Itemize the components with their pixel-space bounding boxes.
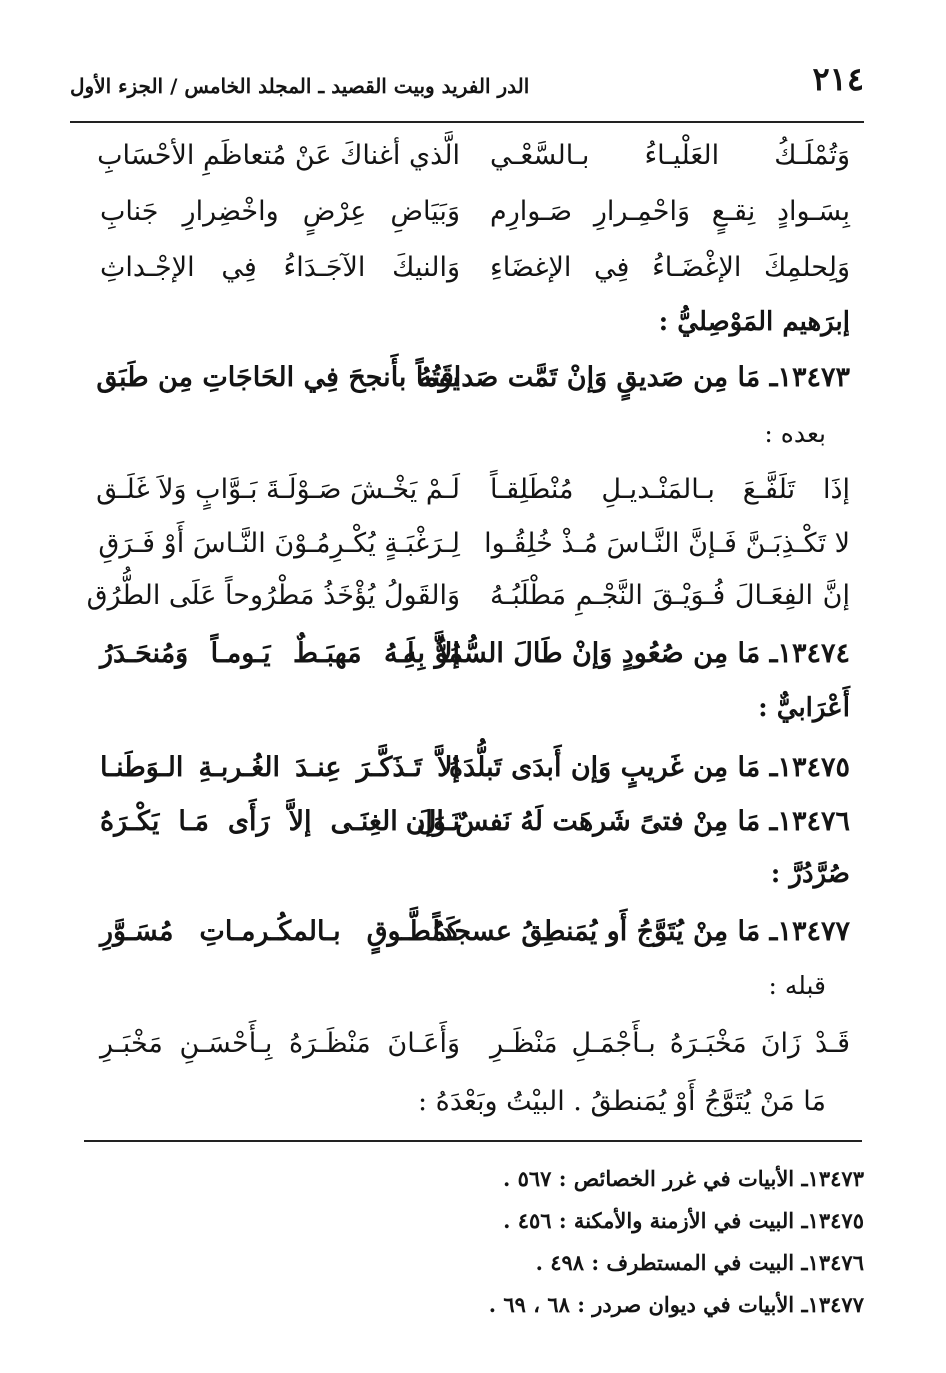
numbered-verse: [100, 628, 850, 680]
second-hemistich: الَّذي أغناكَ عَنْ مُتعاظَمِ الأحْسَابِ: [97, 140, 460, 171]
first-hemistich: قَـدْ زَانَ مَخْبَـرَهُ بـأَجْمَـلِ مَنْظَـرِ: [490, 1028, 850, 1059]
second-hemistich: لَـمْ يَخْـشَ صَـوْلَـةَ بَـوَّابٍ وَلاَ غَلَـق: [96, 474, 460, 505]
numbered-verse: [100, 906, 850, 958]
header-divider: [70, 121, 864, 123]
second-hemistich: وَبَيَاضِ عِرْضٍ واخْضِرارِ جَنابِ: [100, 196, 460, 227]
first-hemistich: ١٣٤٧٦ـ مَا مِنْ فتىً شَرهَت لَهُ نَفسٌ وَإن: [405, 806, 850, 837]
first-hemistich: ١٣٤٧٥ـ مَا مِن غَريبٍ وَإن أَبدَى تَبلُّدَهُ: [448, 752, 850, 783]
page-number: ٢١٤: [812, 60, 864, 98]
poet-name: أَعْرَابيٌّ :: [758, 693, 850, 723]
numbered-verse: [100, 742, 850, 794]
section-note: بعده :: [764, 419, 826, 448]
second-hemistich: كَمُطَّـوقٍ بـالمكُـرمـاتِ مُسَـوَّرِ: [100, 916, 460, 947]
second-hemistich: وَالقَولُ يُؤْخَذُ مَطْرُوحاً عَلَى الطُّرُق: [86, 580, 460, 611]
first-hemistich: لا تَكْـذِبَـنَّ فَـإنَّ النَّـاسَ مُـذْ خُلِقُـوا: [484, 528, 850, 559]
first-hemistich: بِسَـوادٍ نِقـعٍ وَاحْمِـرارِ صَـوارِم: [490, 196, 850, 227]
footnote: ١٣٤٧٦ـ البيت في المستطرف : ٤٩٨ .: [535, 1250, 864, 1275]
verse-line: [96, 464, 850, 516]
section-note: قبله :: [768, 971, 826, 1000]
running-title: الدر الفريد وبيت القصيد ـ المجلد الخامس / الجزء الأول: [70, 74, 530, 98]
second-hemistich: لِـرَغْبَـةٍ يُكْـرِمُـوْنَ النَّـاسَ أَوْ فَـرَقِ: [98, 528, 460, 559]
footnote: ١٣٤٧٣ـ الأبيات في غرر الخصائص : ٥٦٧ .: [502, 1166, 864, 1191]
second-hemistich: إلاَّ لَـهُ مَهبَـطٌ يَـومـاً وَمُنحَـدَرُ: [100, 638, 460, 669]
first-hemistich: وَلِحلمِكَ الإغْضَـاءُ فِي الإغضَاءِ: [490, 252, 850, 283]
verse-line: [86, 570, 850, 622]
numbered-verse: [96, 352, 850, 404]
prose-line: مَا مَنْ يُتَوَّجُ أَوْ يُمَنطقُ . البيْتُ وبَعْدَهُ :: [418, 1086, 826, 1117]
verse-line: [100, 518, 850, 570]
first-hemistich: ١٣٤٧٤ـ مَا مِن صُعُودٍ وَإنْ طَالَ السُّمُوُّ بِهِ: [403, 638, 850, 669]
footnote: ١٣٤٧٧ـ الأبيات في ديوان صردر : ٦٨ ، ٦٩ .: [488, 1292, 864, 1317]
first-hemistich: ١٣٤٧٣ـ مَا مِن صَديقٍ وَإنْ تَمَّت صَداقَتُهُ: [418, 362, 850, 393]
numbered-verse: [100, 796, 850, 848]
first-hemistich: إنَّ الفِعَـالَ فُـوَيْـقَ النَّجْـمِ مَطْلَبُـهُ: [490, 580, 850, 611]
page-header: [70, 52, 864, 108]
verse-line: [100, 242, 850, 294]
verse-line: [100, 186, 850, 238]
second-hemistich: وَالنيكَ الآجَـدَاءُ فِي الإجْـداثِ: [100, 252, 460, 283]
second-hemistich: وَأَعَـانَ مَنْظَـرَهُ بِـأَحْسَـنِ مَخْبَـرِ: [100, 1028, 460, 1059]
first-hemistich: وَتُمْلَـكُ العَلْيـاءُ بـالسَّعْـي: [490, 140, 850, 171]
second-hemistich: إلاَّ تَـذَكَّـرَ عِنـدَ الغُـربـةِ الـوَطَنـا: [100, 752, 460, 783]
footnote: ١٣٤٧٥ـ البيت في الأزمنة والأمكنة : ٤٥٦ .: [503, 1208, 864, 1233]
second-hemistich: نَـالَ الغِنَـى إلاَّ رَأَى مَـا يَكْـرَهُ: [100, 806, 460, 837]
verse-line: [97, 130, 850, 182]
poet-name: إبرَهيم المَوْصِليُّ :: [658, 307, 850, 337]
second-hemistich: يوماً بأَنجحَ فِي الحَاجَاتِ مِن طَبَق: [96, 362, 460, 393]
poet-name: صُرَّدُرَّ :: [770, 859, 850, 889]
footnotes: [84, 1158, 864, 1326]
footnote-divider: [84, 1140, 862, 1142]
verse-line: [100, 1018, 850, 1070]
first-hemistich: إذَا تَلَفَّـعَ بـالمَنْـديـلِ مُنْطَلِقـاً: [490, 474, 850, 505]
first-hemistich: ١٣٤٧٧ـ مَا مِنْ يُتَوَّجُ أَو يُمَنطِقُ عسجداً: [432, 916, 850, 947]
